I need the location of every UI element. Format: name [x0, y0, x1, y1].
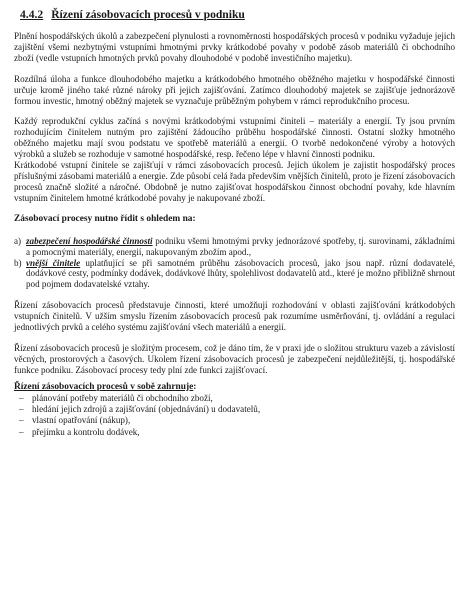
paragraph-5: Řízení zásobovacích procesů představuje činnosti, které umožňují rozhodování v oblasti zajišťování krátkodobých vstupních činitelů. V užším smyslu řízením zásobovacích procesů pak rozumíme usměrňování, tj. ovládání a regulaci jednotlivých prvků a celého systému zajišťování všech materiálů a energií.: [14, 300, 455, 333]
paragraph-6: Řízení zásobovacích procesů je složitým procesem, což je dáno tím, že v praxi jde o složitou strukturu vazeb a závislostí věcných, prostorových a časových. Ukolem řízení zásobovacích procesů je zabezpečení nejdůležitější, tj. hospodářské funkce podniku. Zásobovací procesy tedy plní zde funkci zajišťovací.: [14, 342, 455, 375]
section-title: Řízení zásobovacích procesů v podniku: [51, 8, 245, 21]
list-item: – přejímku a kontrolu dodávek,: [19, 426, 140, 437]
list-item: a) zabezpečení hospodářské činnosti podniku všemi hmotnými prvky jednorázové spotřeby, tj. surovinami, základními a pomocnými materiály, energií, nakupovaným zbožím apod.,: [14, 235, 455, 257]
item-text: uplatňující se při samotném průběhu zásobovacích procesů, jako jsou např. různí dodavatelé, dodávkové cesty, podmínky dodávek, dodávkové lhůty, spolehlivost dodavatelů atd., které je možno přibližně shrnout pod pojmem dodavatelské vztahy.: [26, 257, 455, 290]
paragraph-4: Krátkodobé vstupní činitele se zajišťují v rámci zásobovacích procesů. Jejich úkolem je zajistit hospodářský proces příslušnými zásobami materiálů a energie. Zde působí celá řada především vnějších činitelů, proto je řízení zásobovacích procesů značně složité a náročné. Obdobně je nutno zajišťovat hospodářskou činnost obchodní povahy, kde hlavním vstupním činitelem hmotné krátkodobé povahy je nakupované zboží.: [14, 160, 455, 203]
includes-list: [14, 393, 455, 439]
paragraph-2: Rozdílná úloha a funkce dlouhodobého majetku a krátkodobého hmotného oběžného majetku v hospodářské činnosti určuje kromě jiného také různé nároky při jejich zajišťování. Zatímco dlouhodobý majetek se zajišťuje jednorázově formou investic, hmotný oběžný majetek se vyznačuje průběžným pohybem v rámci reprodukčního procesu.: [14, 73, 455, 106]
list-item: – hledání jejich zdrojů a zajišťování (objednávání) u dodavatelů,: [19, 404, 261, 415]
subheading-includes: Řízení zásobovacích procesů v sobě zahrnuje:: [14, 381, 197, 392]
list-item: – plánování potřeby materiálů či obchodního zboží,: [19, 392, 213, 403]
focus-list: [14, 236, 455, 291]
section-heading: [20, 8, 455, 22]
paragraph-3: Každý reprodukční cyklus začíná s novými krátkodobými vstupními činiteli – materiály a energií. Ty jsou prvním rozhodujícím činitelem nutným pro zajištění žádoucího průběhu hospodářské činnosti. Ostatní složky hmotného oběžného majetku mají svou podstatu ve spotřebě materiálů a energií. O tvorbě nedokončené výroby a hotových výrobků a služeb se rozhoduje v samotné hospodářské, resp. řečeno lépe v hlavní činnosti podniku.: [14, 116, 455, 160]
item-emphasis: zabezpečení hospodářské činnosti: [26, 235, 153, 246]
item-text: podniku všemi hmotnými prvky jednorázové spotřeby, tj. surovinami, základními a pomocnými materiály, energií, nakupovaným zbožím apod.,: [26, 235, 455, 257]
subheading-focus: Zásobovací procesy nutno řídit s ohledem na:: [14, 213, 196, 224]
paragraph-1: Plnění hospodářských úkolů a zabezpečení plynulosti a rovnoměrnosti hospodářských procesů v podniku vyžaduje jejich zajištění všemi nezbytnými vstupními hmotnými prvky krátkodobé povahy v podobě zásob materiálů či obchodního zboží (vedle vstupních hmotných prvků povahy dlouhodobé v podobě investičního majetku).: [14, 31, 455, 63]
section-number: 4.4.2: [20, 8, 44, 21]
item-emphasis: vnější činitele: [26, 257, 81, 268]
list-item: b) vnější činitele uplatňující se při samotném průběhu zásobovacích procesů, jako jsou např. různí dodavatelé, dodávkové cesty, podmínky dodávek, dodávkové lhůty, spolehlivost dodavatelů atd., které je možno přibližně shrnout pod pojmem dodavatelské vztahy.: [14, 257, 455, 290]
list-item: – vlastní opatřování (nákup),: [19, 415, 131, 426]
